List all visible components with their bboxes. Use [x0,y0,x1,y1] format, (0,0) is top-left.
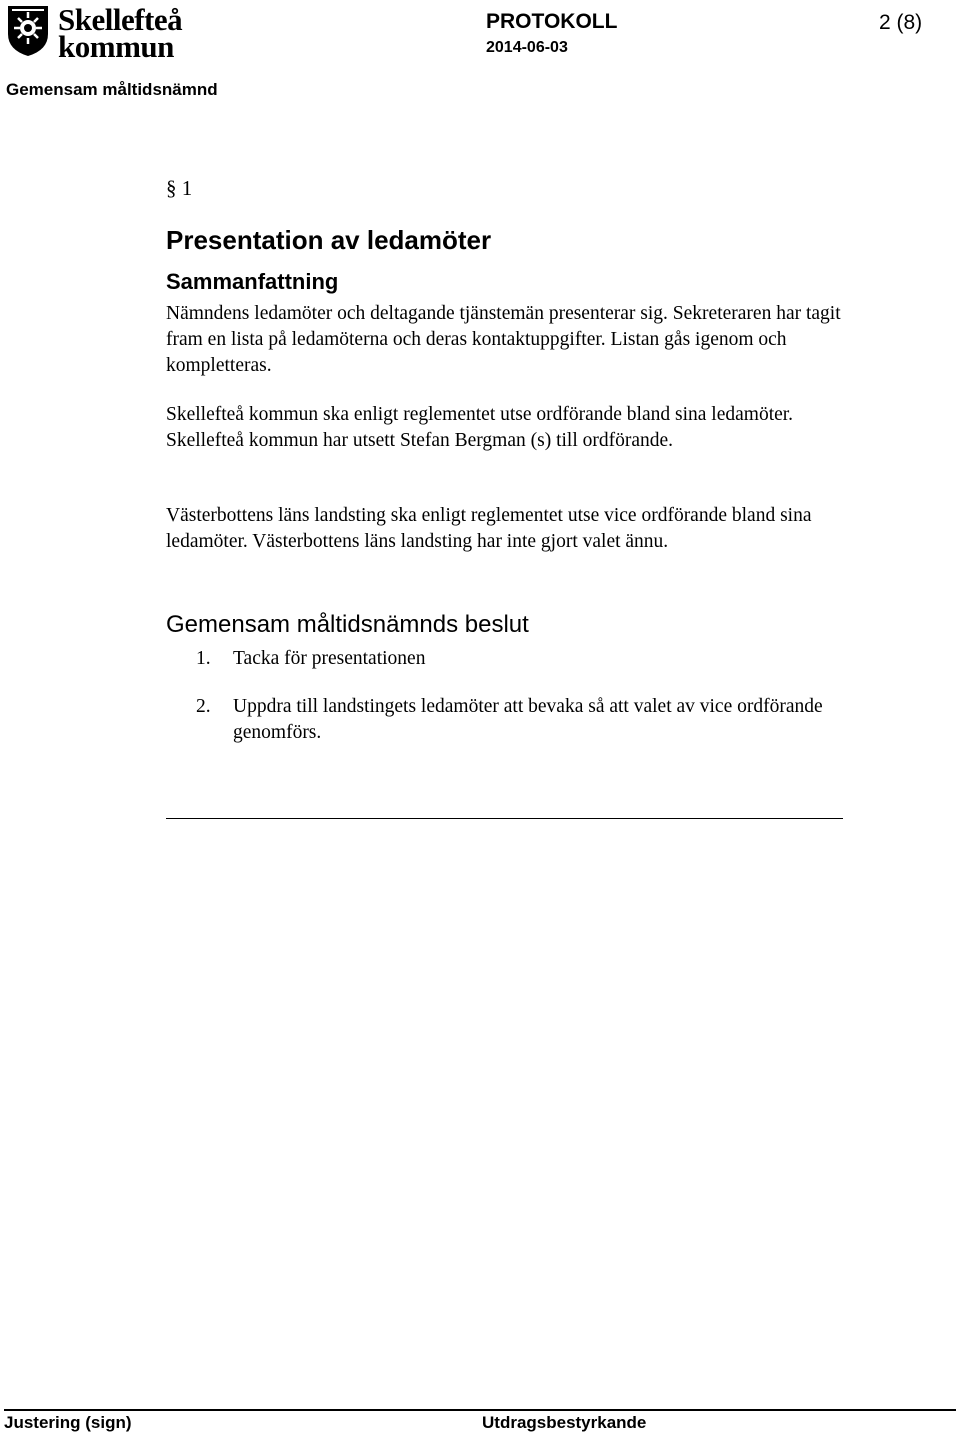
coat-of-arms-icon [6,4,50,58]
document-type: PROTOKOLL [486,10,618,33]
summary-paragraph: Skellefteå kommun ska enligt reglementet utse ordförande bland sina ledamöter. Skellefteå kommun har utsett Stefan Bergman (s) till ordförande. [166,404,794,451]
certification-label: Utdragsbestyrkande [482,1413,647,1432]
summary-paragraph: Nämndens ledamöter och deltagande tjänstemän presenterar sig. Sekreteraren har tagit fram en lista på ledamöterna och deras kontaktuppgifter. Listan gås igenom och kompletteras. [166,303,841,376]
section-divider [166,818,843,819]
section-number: § 1 [166,176,193,200]
footer-rule [4,1409,956,1411]
decision-heading: Gemensam måltidsnämnds beslut [166,611,529,638]
logo-text-line1: Skellefteå [58,2,183,37]
municipality-logo [6,2,206,64]
logo-text-line2: kommun [58,29,174,64]
decision-text: Uppdra till landstingets ledamöter att bevaka så att valet av vice ordförande genomförs. [233,696,823,743]
signature-label: Justering (sign) [4,1413,132,1432]
committee-name: Gemensam måltidsnämnd [6,80,218,99]
page-number: 2 (8) [879,11,923,34]
decision-number: 1. [196,648,211,669]
item-title: Presentation av ledamöter [166,225,492,255]
document-date: 2014-06-03 [486,39,568,56]
decision-text: Tacka för presentationen [233,648,426,669]
decision-number: 2. [196,696,211,717]
summary-heading: Sammanfattning [166,269,339,294]
summary-paragraph: Västerbottens läns landsting ska enligt reglementet utse vice ordförande bland sina ledamöter. Västerbottens läns landsting har inte gjort valet ännu. [166,505,812,552]
